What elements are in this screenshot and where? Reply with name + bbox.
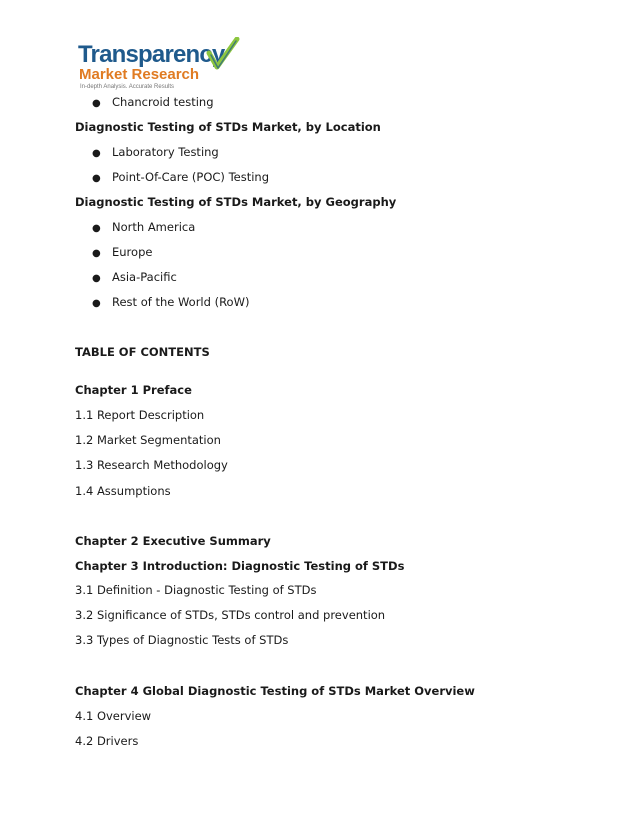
list-item: ● Chancroid testing	[92, 95, 214, 109]
logo-name: Transparency	[78, 41, 225, 68]
bullet-icon: ●	[92, 273, 101, 284]
toc-entry: 4.1 Overview	[75, 709, 152, 723]
list-item: ● Europe	[92, 245, 153, 259]
section-heading: Diagnostic Testing of STDs Market, by Geography	[75, 195, 397, 209]
toc-entry: 4.2 Drivers	[75, 734, 139, 748]
bullet-icon: ●	[92, 173, 101, 184]
toc-entry: 3.3 Types of Diagnostic Tests of STDs	[75, 633, 289, 647]
toc-entry: 1.2 Market Segmentation	[75, 433, 221, 447]
chapter-heading: Chapter 4 Global Diagnostic Testing of STDs Market Overview	[75, 684, 475, 698]
chapter-heading: Chapter 3 Introduction: Diagnostic Testing of STDs	[75, 559, 405, 573]
toc-entry: 1.3 Research Methodology	[75, 458, 228, 472]
section-heading: Diagnostic Testing of STDs Market, by Location	[75, 120, 381, 134]
bullet-icon: ●	[92, 223, 101, 234]
bullet-icon: ●	[92, 298, 101, 309]
list-item: ● Rest of the World (RoW)	[92, 295, 250, 309]
logo-tagline: In-depth Analysis. Accurate Results	[80, 84, 175, 90]
list-item: ● Laboratory Testing	[92, 145, 219, 159]
toc-entry: 1.4 Assumptions	[75, 484, 171, 498]
list-item: ● North America	[92, 220, 196, 234]
logo-subname: Market Research	[79, 66, 200, 83]
bullet-icon: ●	[92, 148, 101, 159]
bullet-icon: ●	[92, 98, 101, 109]
toc-entry: 3.1 Definition - Diagnostic Testing of STDs	[75, 583, 317, 597]
chapter-heading: Chapter 1 Preface	[75, 383, 192, 397]
list-item: ● Asia-Pacific	[92, 270, 177, 284]
toc-heading: TABLE OF CONTENTS	[75, 345, 210, 359]
toc-entry: 3.2 Significance of STDs, STDs control and prevention	[75, 608, 386, 622]
checkmark-icon	[206, 37, 240, 73]
company-logo	[78, 37, 248, 97]
bullet-icon: ●	[92, 248, 101, 259]
list-item: ● Point-Of-Care (POC) Testing	[92, 170, 270, 184]
toc-entry: 1.1 Report Description	[75, 408, 205, 422]
chapter-heading: Chapter 2 Executive Summary	[75, 534, 271, 548]
